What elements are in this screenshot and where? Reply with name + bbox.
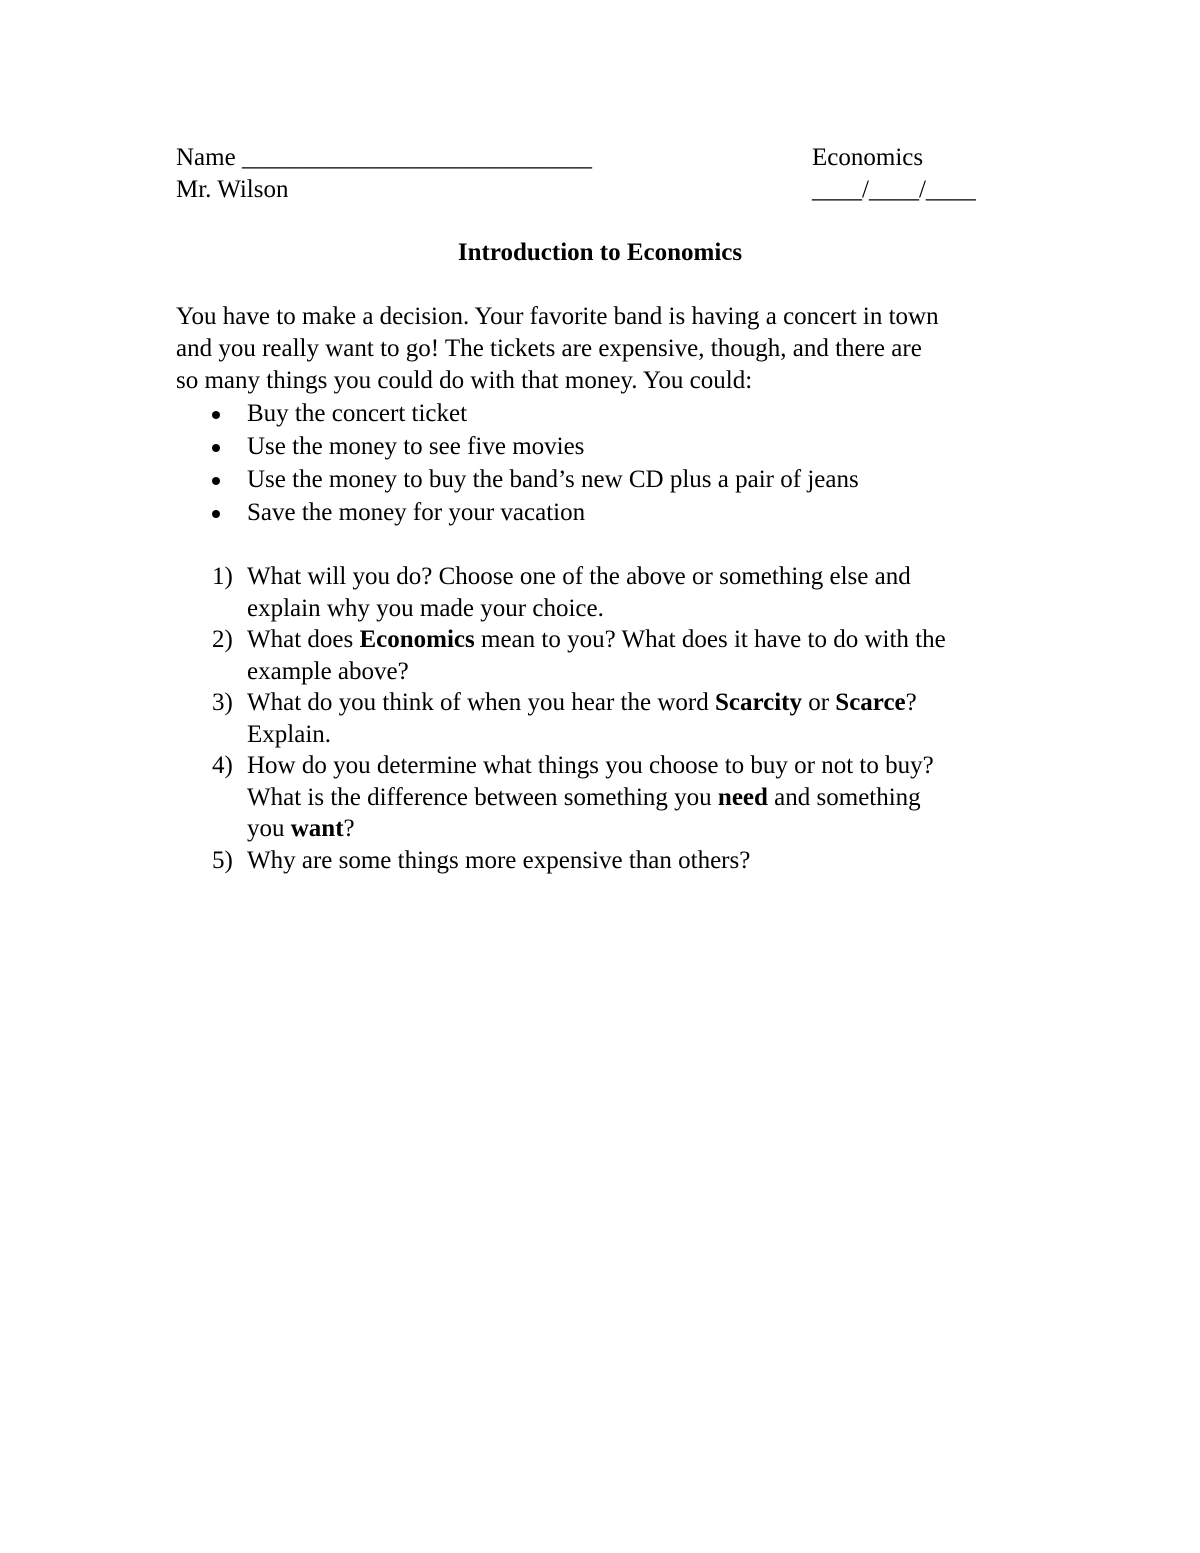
question-fragment: ? [905,689,917,716]
question-fragment: What does [247,626,360,653]
question-item [176,687,1056,750]
question-fragment: What do you think of when you hear the word [247,689,715,716]
intro-paragraph [176,301,1036,397]
name-blank: ____________________________ [241,144,592,171]
option-item [176,430,1036,463]
question-fragment: mean to you? What does it have to do with the [474,626,946,653]
option-text: Use the money to see five movies [247,433,585,460]
question-item [176,750,1056,845]
date-blank: ____/____/____ [812,176,976,203]
keyword-scarcity: Scarcity [714,689,802,716]
bullet-icon [212,411,220,419]
bullet-icon [212,510,220,518]
option-text: Use the money to buy the band’s new CD plus a pair of jeans [247,466,859,493]
question-text [247,624,1056,656]
question-text [247,687,1056,719]
keyword-scarce: Scarce [835,689,906,716]
worksheet-title: Introduction to Economics [457,239,743,266]
question-number: 5) [212,846,233,874]
question-fragment: What is the difference between something you [247,783,718,811]
question-number: 3) [212,689,233,716]
intro-line: You have to make a decision. Your favorite band is having a concert in town [176,303,939,330]
bullet-icon [212,477,220,485]
questions-list [176,561,1056,876]
question-text: What will you do? Choose one of the above or something else and [247,563,911,590]
question-text [247,813,1056,845]
options-list [176,397,1036,529]
question-text: explain why you made your choice. [247,594,604,622]
question-text [247,782,1056,814]
teacher-name: Mr. Wilson [176,176,289,203]
question-number: 2) [212,626,233,653]
option-item [176,496,1036,529]
keyword-economics: Economics [359,626,475,653]
question-fragment: ? [343,815,355,842]
question-item [176,561,1056,624]
question-text: example above? [247,657,409,685]
question-number: 1) [212,563,233,590]
intro-line: and you really want to go! The tickets are expensive, though, and there are [176,335,922,362]
keyword-need: need [717,783,768,811]
question-item [176,845,1056,877]
intro-line: so many things you could do with that money. You could: [176,367,753,394]
question-fragment: or [801,689,836,716]
course-name: Economics [812,144,924,171]
question-text: How do you determine what things you choose to buy or not to buy? [247,752,934,779]
option-text: Buy the concert ticket [247,400,468,427]
keyword-want: want [290,815,344,842]
bullet-icon [212,444,220,452]
question-fragment: you [247,815,291,842]
question-item [176,624,1056,687]
question-fragment: and something [767,783,921,811]
question-text: Why are some things more expensive than others? [247,846,751,874]
question-number: 4) [212,752,233,779]
name-line [176,142,592,174]
name-label: Name [176,144,236,171]
question-text: Explain. [247,720,332,748]
option-item [176,463,1036,496]
option-text: Save the money for your vacation [247,499,586,526]
option-item [176,397,1036,430]
